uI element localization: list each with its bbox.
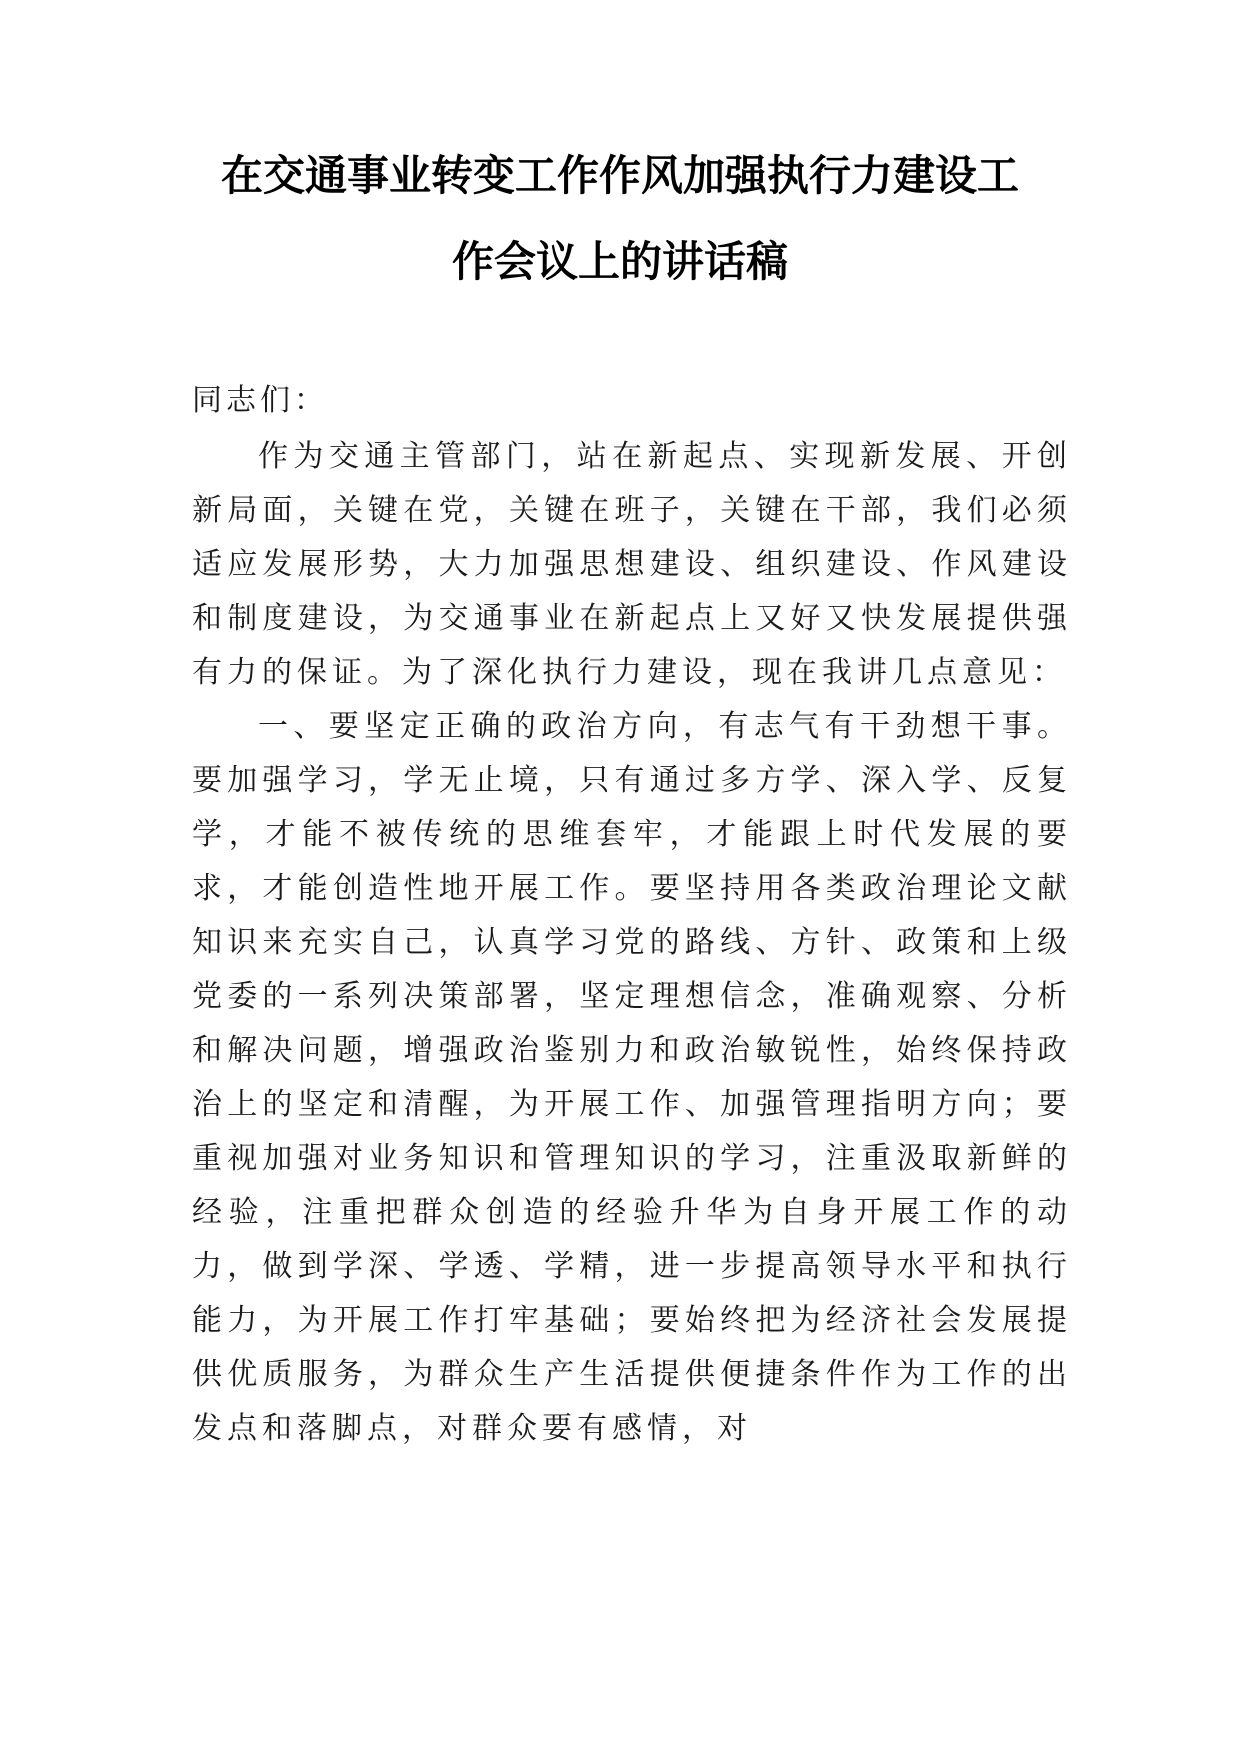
paragraph-1: 作为交通主管部门，站在新起点、实现新发展、开创新局面，关键在党，关键在班子，关键在干部，我们必须适应发展形势，大力加强思想建设、组织建设、作风建设和制度建设，为交通事业在新起点上又好又快发展提供强有力的保证。为了深化执行力建设，现在我讲几点意见：	[192, 439, 1072, 690]
paragraph-2: 一、要坚定正确的政治方向，有志气有干劲想干事。要加强学习，学无止境，只有通过多方学、深入学、反复学，才能不被传统的思维套牢，才能跟上时代发展的要求，才能创造性地开展工作。要坚持用各类政治理论文献知识来充实自己，认真学习党的路线、方针、政策和上级党委的一系列决策部署，坚定理想信念，准确观察、分析和解决问题，增强政治鉴别力和政治敏锐性，始终保持政治上的坚定和清醒，为开展工作、加强管理指明方向；要重视加强对业务知识和管理知识的学习，注重汲取新鲜的经验，注重把群众创造的经验升华为自身开展工作的动力，做到学深、学透、学精，进一步提高领导水平和执行能力，为开展工作打牢基础；要始终把为经济社会发展提供优质服务，为群众生产生活提供便捷条件作为工作的出发点和落脚点，对群众要有感情，对	[192, 709, 1072, 1446]
body-section-2	[192, 700, 1072, 1456]
salutation: 同志们：	[192, 383, 328, 418]
document-title-line-2: 作会议上的讲话稿	[451, 237, 788, 286]
document-title-line-1: 在交通事业转变工作作风加强执行力建设工	[220, 151, 1019, 200]
body-section-1	[192, 430, 1072, 700]
